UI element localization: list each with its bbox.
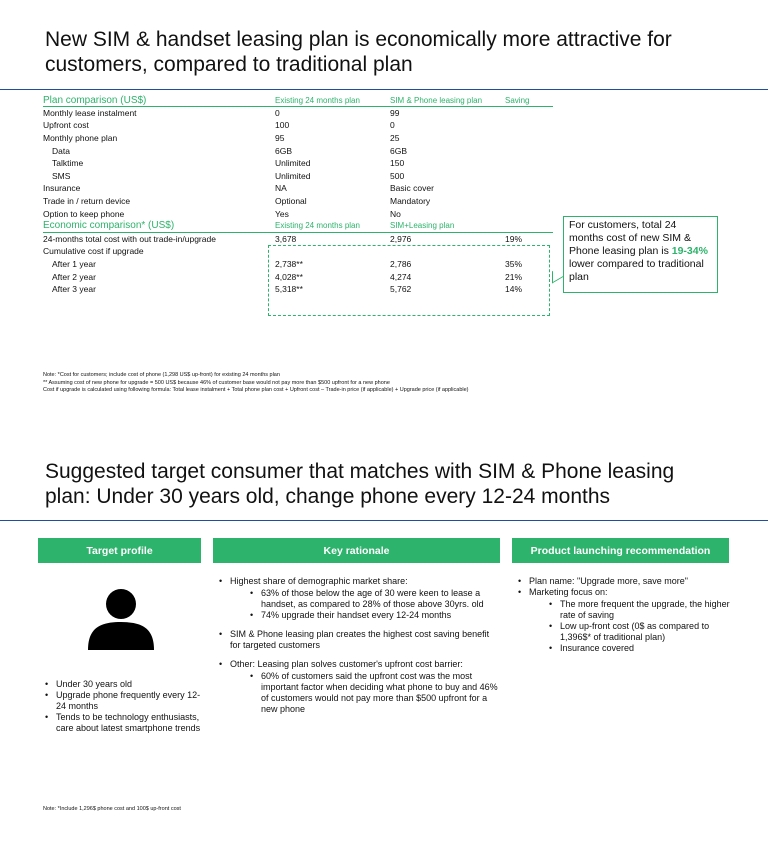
existing-plan-cell: 3,678	[275, 234, 297, 245]
saving-cell: 35%	[505, 259, 523, 270]
saving-cell	[505, 107, 553, 120]
existing-plan-cell: 2,738**	[275, 259, 303, 270]
existing-plan-cell: 4,028**	[275, 271, 303, 282]
key-rationale-list	[219, 576, 501, 715]
leasing-plan-cell: 99	[390, 108, 400, 119]
title-rule	[0, 520, 768, 521]
table-row	[43, 144, 553, 157]
row-label: 24-months total cost with out trade-in/upgrade	[43, 234, 216, 245]
header-cell: SIM & Phone leasing plan	[390, 94, 505, 107]
title-rule	[0, 89, 768, 90]
list-item: • SIM & Phone leasing plan creates the highest cost saving benefit for targeted customers	[219, 629, 501, 651]
list-item: • Plan name: "Upgrade more, save more"	[518, 576, 730, 587]
list-item: • The more frequent the upgrade, the higher rate of saving	[549, 599, 730, 621]
callout-text: For customers, total 24 months cost of new SIM & Phone leasing plan is	[569, 219, 691, 257]
highlight-dashed-box	[268, 245, 550, 316]
target-profile-header: Target profile	[38, 538, 201, 563]
existing-plan-cell: Optional	[275, 196, 307, 207]
saving-cell	[505, 144, 553, 157]
existing-plan-cell: NA	[275, 183, 287, 194]
table-row	[43, 207, 553, 220]
header-cell: Saving	[505, 94, 553, 107]
saving-cell	[505, 182, 553, 195]
leasing-plan-cell: 500	[390, 170, 405, 181]
existing-plan-cell: 95	[275, 133, 285, 144]
footnote: Note: *Cost for customers; include cost of phone (1,298 US$ up-front) for existing 24 months plan	[43, 372, 280, 378]
title-line: New SIM & handset leasing plan is economically more attractive for	[45, 28, 672, 51]
list-text: Other: Leasing plan solves customer's upfront cost barrier:	[230, 659, 463, 669]
leasing-plan-cell: 2,976	[390, 234, 412, 245]
header-cell: SIM+Leasing plan	[390, 220, 505, 233]
table-header-row	[43, 94, 553, 107]
list-item: • Low up-front cost (0$ as compared to 1,396$* of traditional plan)	[549, 621, 730, 643]
table-footnotes	[43, 372, 469, 395]
title-line: Suggested target consumer that matches with SIM & Phone leasing	[45, 460, 675, 483]
list-text: Marketing focus on:	[529, 587, 608, 597]
row-label: Monthly phone plan	[43, 133, 118, 144]
row-label: After 2 year	[52, 271, 96, 282]
leasing-plan-cell: 6GB	[390, 145, 408, 156]
saving-cell	[505, 132, 553, 145]
table-row	[43, 182, 553, 195]
list-item: • Under 30 years old	[45, 679, 205, 690]
saving-cell: 14%	[505, 284, 523, 295]
row-label: Talktime	[52, 158, 84, 169]
target-profile-list	[45, 679, 205, 734]
bottom-footnote: Note: *Include 1,296$ phone cost and 100$ up-front cost	[43, 806, 181, 812]
row-label: SMS	[52, 170, 71, 181]
savings-callout	[563, 216, 718, 293]
launch-recommendation-header: Product launching recommendation	[512, 538, 729, 563]
row-label: Data	[52, 145, 70, 156]
slide-title-2	[45, 459, 745, 509]
row-label: Trade in / return device	[43, 196, 131, 207]
list-item: • Insurance covered	[549, 643, 730, 654]
header-cell: Economic comparison* (US$)	[43, 220, 275, 233]
saving-cell	[505, 195, 553, 208]
key-rationale-header: Key rationale	[213, 538, 500, 563]
launch-recommendation-list	[518, 576, 730, 654]
leasing-plan-cell: 150	[390, 158, 405, 169]
row-label: Insurance	[43, 183, 81, 194]
header-cell: Existing 24 months plan	[275, 220, 390, 233]
title-line: customers, compared to traditional plan	[45, 53, 413, 76]
existing-plan-cell: 100	[275, 120, 290, 131]
row-label: Cumulative cost if upgrade	[43, 246, 144, 257]
leasing-plan-cell: Basic cover	[390, 183, 434, 194]
saving-cell: 19%	[505, 234, 523, 245]
leasing-plan-cell: 2,786	[390, 259, 412, 270]
header-cell: Plan comparison (US$)	[43, 94, 275, 107]
existing-plan-cell: 6GB	[275, 145, 293, 156]
list-item: • Upgrade phone frequently every 12-24 months	[45, 690, 205, 712]
list-item: • Tends to be technology enthusiasts, care about latest smartphone trends	[45, 712, 205, 734]
person-icon	[86, 588, 156, 650]
existing-plan-cell: Unlimited	[275, 158, 311, 169]
list-item	[518, 587, 730, 654]
saving-cell	[505, 157, 553, 170]
row-label: Option to keep phone	[43, 208, 125, 219]
list-item	[219, 576, 501, 621]
leasing-plan-cell: 0	[390, 120, 395, 131]
saving-cell	[505, 170, 553, 183]
header-cell: Existing 24 months plan	[275, 94, 390, 107]
slide-title-1	[45, 27, 745, 77]
table-header-row	[43, 220, 553, 233]
saving-cell	[505, 119, 553, 132]
table-row	[43, 132, 553, 145]
existing-plan-cell: Unlimited	[275, 170, 311, 181]
footnote: ** Assuming cost of new phone for upgrade = 500 US$ because 46% of customer base would not pay more than $500 upfront for a new phone	[43, 379, 390, 386]
list-item: • 63% of those below the age of 30 were keen to lease a handset, as compared to 28% of those above 30yrs. old	[250, 588, 501, 610]
footnote: Cost if upgrade is calculated using following formula: Total lease instalment + Total phone plan cost + Upfront cost – Trade-in price (if applicable) + Upgrade price (if applicable)	[43, 387, 469, 393]
header-cell	[505, 220, 553, 233]
row-label: Monthly lease instalment	[43, 108, 137, 119]
existing-plan-cell: Yes	[275, 208, 289, 219]
leasing-plan-cell: Mandatory	[390, 196, 431, 207]
saving-cell: 21%	[505, 271, 523, 282]
row-label: Upfront cost	[43, 120, 89, 131]
table-row	[43, 170, 553, 183]
leasing-plan-cell: 4,274	[390, 271, 412, 282]
list-item	[219, 659, 501, 715]
title-line: plan: Under 30 years old, change phone every 12-24 months	[45, 485, 611, 508]
leasing-plan-cell: 5,762	[390, 284, 412, 295]
table-row	[43, 107, 553, 120]
leasing-plan-cell: No	[390, 208, 401, 219]
existing-plan-cell: 5,318**	[275, 284, 303, 295]
existing-plan-cell: 0	[275, 108, 280, 119]
leasing-plan-cell: 25	[390, 133, 400, 144]
callout-highlight: 19-34%	[671, 245, 708, 257]
callout-text: lower compared to traditional plan	[569, 258, 704, 283]
saving-cell	[505, 207, 553, 220]
row-label: After 1 year	[52, 259, 96, 270]
list-text: Highest share of demographic market share:	[230, 576, 408, 586]
table-row	[43, 233, 553, 246]
list-item: • 74% upgrade their handset every 12-24 months	[250, 610, 501, 621]
table-row	[43, 157, 553, 170]
list-item: • 60% of customers said the upfront cost was the most important factor when deciding what phone to buy and 46% of customers would not pay more than $500 upfront for a new phone	[250, 671, 501, 715]
row-label: After 3 year	[52, 284, 96, 295]
table-row	[43, 119, 553, 132]
table-row	[43, 195, 553, 208]
